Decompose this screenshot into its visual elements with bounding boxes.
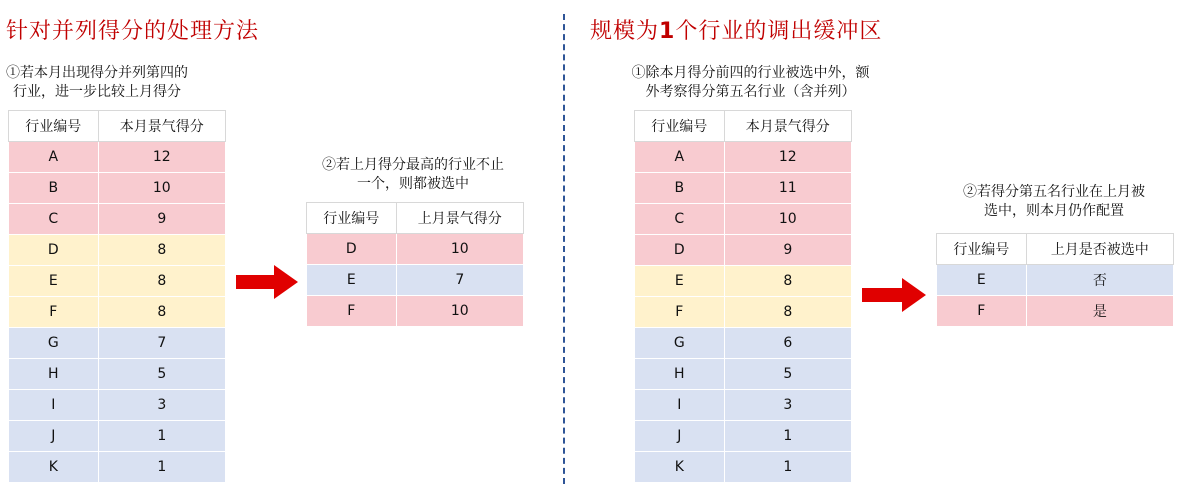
value-cell: 9 (98, 204, 225, 235)
right-title (590, 14, 882, 45)
table-row (9, 328, 226, 359)
industry-id-cell: B (635, 173, 725, 204)
table-row (9, 173, 226, 204)
left-note-1-line-1: ①若本月出现得分并列第四的 (6, 65, 188, 81)
table-row (9, 266, 226, 297)
left-previous-score-table (306, 202, 524, 327)
table-row (635, 452, 852, 483)
industry-id-cell: I (635, 390, 725, 421)
column-header: 行业编号 (937, 234, 1027, 265)
industry-id-cell: E (937, 265, 1027, 296)
column-header: 本月景气得分 (724, 111, 851, 142)
value-cell: 8 (98, 297, 225, 328)
industry-id-cell: C (9, 204, 99, 235)
left-note-2-line-2: 一个，则都被选中 (357, 176, 469, 192)
value-cell: 12 (98, 142, 225, 173)
column-header: 上月景气得分 (396, 203, 523, 234)
industry-id-cell: A (9, 142, 99, 173)
industry-id-cell: G (635, 328, 725, 359)
table-row (9, 142, 226, 173)
industry-id-cell: K (9, 452, 99, 483)
table-row (635, 204, 852, 235)
industry-id-cell: J (9, 421, 99, 452)
industry-id-cell: F (9, 297, 99, 328)
right-note-1-line-1: ①除本月得分前四的行业被选中外，额 (631, 65, 870, 81)
value-cell: 12 (724, 142, 851, 173)
table-row (9, 297, 226, 328)
value-cell: 5 (98, 359, 225, 390)
industry-id-cell: F (635, 297, 725, 328)
table-row (937, 296, 1174, 327)
right-previous-selection-table (936, 233, 1174, 327)
column-header: 行业编号 (635, 111, 725, 142)
industry-id-cell: I (9, 390, 99, 421)
table-row (635, 359, 852, 390)
value-cell: 否 (1026, 265, 1173, 296)
industry-id-cell: J (635, 421, 725, 452)
value-cell: 1 (98, 452, 225, 483)
industry-id-cell: D (635, 235, 725, 266)
table-row (635, 390, 852, 421)
table-row (307, 265, 524, 296)
value-cell: 5 (724, 359, 851, 390)
left-note-1-line-2: 行业，进一步比较上月得分 (13, 84, 181, 100)
right-note-1 (588, 64, 913, 102)
value-cell: 10 (396, 296, 523, 327)
value-cell: 7 (396, 265, 523, 296)
industry-id-cell: E (307, 265, 397, 296)
industry-id-cell: H (9, 359, 99, 390)
value-cell: 6 (724, 328, 851, 359)
column-header: 本月景气得分 (98, 111, 225, 142)
column-header: 行业编号 (9, 111, 99, 142)
value-cell: 10 (98, 173, 225, 204)
right-note-2-line-1: ②若得分第五名行业在上月被 (963, 184, 1145, 200)
left-note-2-line-1: ②若上月得分最高的行业不止 (322, 157, 504, 173)
right-current-score-table (634, 110, 852, 483)
table-row (9, 390, 226, 421)
industry-id-cell: D (9, 235, 99, 266)
value-cell: 8 (724, 266, 851, 297)
industry-id-cell: E (9, 266, 99, 297)
industry-id-cell: K (635, 452, 725, 483)
right-note-1-line-2: 外考察得分第五名行业（含并列） (645, 84, 856, 100)
right-arrow-icon (862, 278, 926, 312)
value-cell: 是 (1026, 296, 1173, 327)
table-row (635, 297, 852, 328)
table-row (9, 359, 226, 390)
right-title-prefix: 规模为 (590, 19, 660, 44)
table-row (307, 296, 524, 327)
left-title: 针对并列得分的处理方法 (6, 19, 260, 44)
value-cell: 11 (724, 173, 851, 204)
industry-id-cell: D (307, 234, 397, 265)
value-cell: 7 (98, 328, 225, 359)
table-row (635, 266, 852, 297)
panel-divider (563, 14, 565, 484)
table-row (635, 328, 852, 359)
value-cell: 8 (98, 235, 225, 266)
value-cell: 3 (98, 390, 225, 421)
value-cell: 1 (724, 452, 851, 483)
table-row (635, 173, 852, 204)
value-cell: 9 (724, 235, 851, 266)
right-arrow-icon (236, 265, 298, 299)
value-cell: 3 (724, 390, 851, 421)
industry-id-cell: H (635, 359, 725, 390)
industry-id-cell: F (307, 296, 397, 327)
table-row (937, 265, 1174, 296)
industry-id-cell: C (635, 204, 725, 235)
table-row (635, 421, 852, 452)
value-cell: 10 (396, 234, 523, 265)
table-row (9, 452, 226, 483)
industry-id-cell: A (635, 142, 725, 173)
table-row (635, 142, 852, 173)
table-row (307, 234, 524, 265)
value-cell: 1 (98, 421, 225, 452)
industry-id-cell: B (9, 173, 99, 204)
left-note-1 (6, 64, 188, 102)
table-row (9, 421, 226, 452)
right-title-suffix: 个行业的调出缓冲区 (675, 19, 883, 44)
value-cell: 1 (724, 421, 851, 452)
right-note-2 (925, 183, 1182, 221)
industry-id-cell: E (635, 266, 725, 297)
value-cell: 10 (724, 204, 851, 235)
column-header: 上月是否被选中 (1026, 234, 1173, 265)
industry-id-cell: F (937, 296, 1027, 327)
value-cell: 8 (724, 297, 851, 328)
left-note-2 (283, 156, 543, 194)
value-cell: 8 (98, 266, 225, 297)
right-note-2-line-2: 选中，则本月仍作配置 (984, 203, 1124, 219)
column-header: 行业编号 (307, 203, 397, 234)
table-row (9, 235, 226, 266)
table-row (635, 235, 852, 266)
right-title-number: 1 (659, 19, 676, 44)
industry-id-cell: G (9, 328, 99, 359)
table-row (9, 204, 226, 235)
left-current-score-table (8, 110, 226, 483)
